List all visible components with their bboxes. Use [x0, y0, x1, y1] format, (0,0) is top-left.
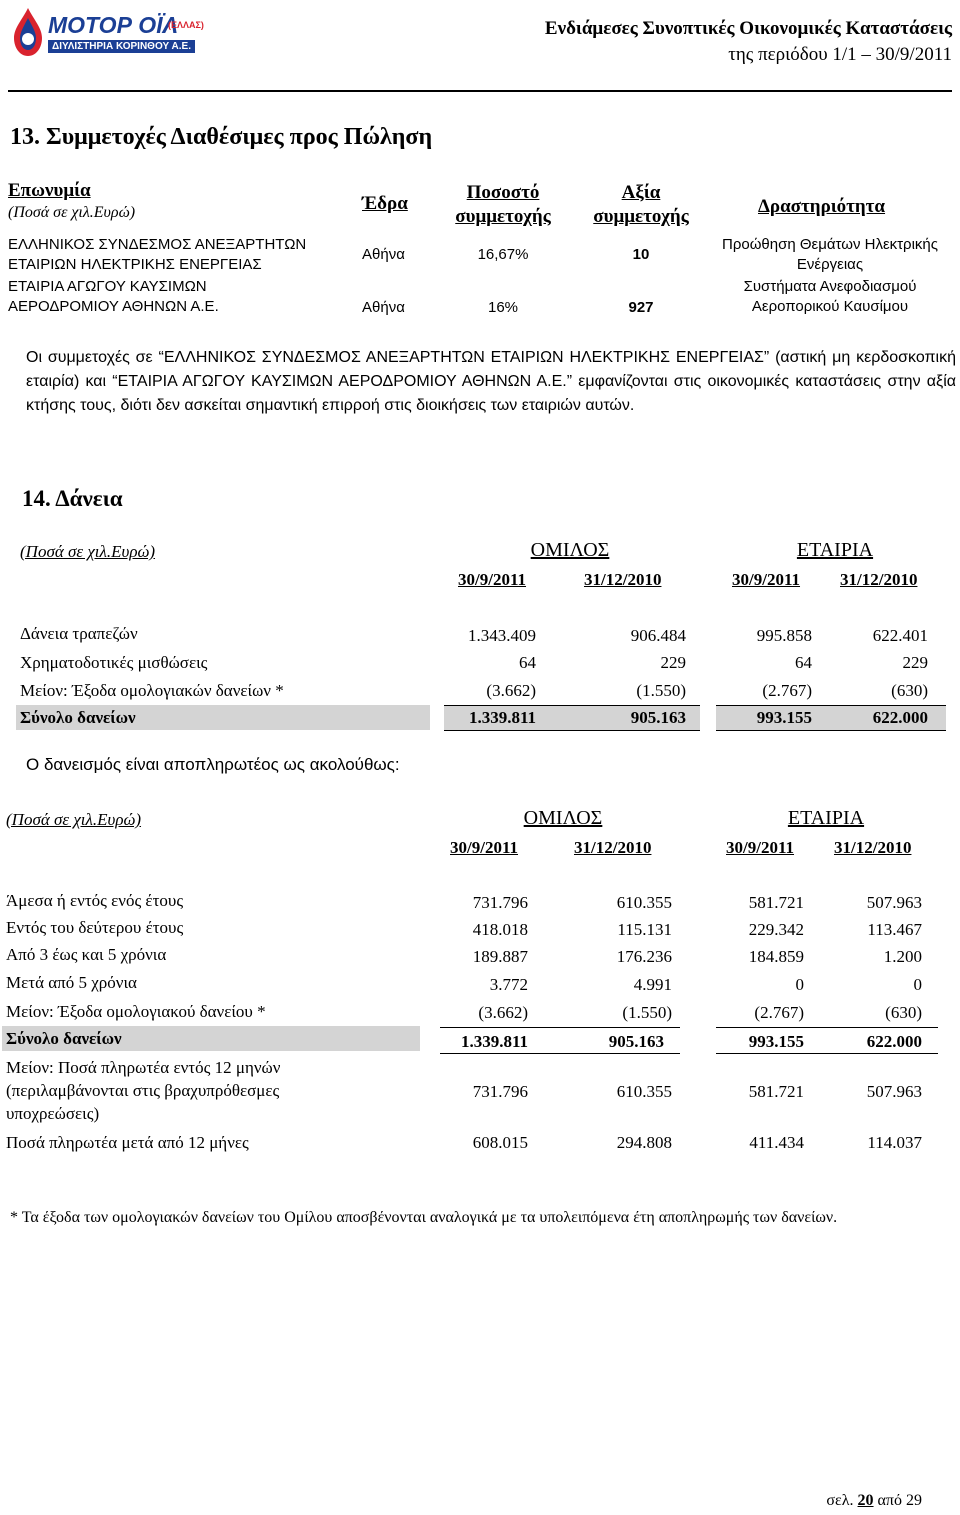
cell-value: 189.887 [472, 947, 528, 966]
company-pct: 16% [487, 299, 519, 316]
company-activity-line1: Συστήματα Ανεφοδιασμού [743, 278, 917, 295]
total-top-rule [716, 705, 946, 706]
cell-value: 622.401 [872, 626, 928, 645]
cell-value: 229 [902, 653, 928, 672]
company-activity-line1: Προώθηση Θεμάτων Ηλεκτρικής [721, 236, 938, 253]
cell-value: 995.858 [756, 626, 812, 645]
total-bottom-rule [716, 1053, 938, 1054]
header-subtitle: της περιόδου 1/1 – 30/9/2011 [728, 44, 952, 65]
section-13-paragraph: Οι συμμετοχές σε “ΕΛΛΗΝΙΚΟΣ ΣΥΝΔΕΣΜΟΣ ΑΝΕΞΑΡΤΗΤΩΝ ΕΤΑΙΡΙΩΝ ΗΛΕΚΤΡΙΚΗΣ ΕΝΕΡΓΕΙΑΣ” (αστική μη κερδοσκοπική εταιρία) και “ΕΤΑΙΡΙΑ ΑΓΩΓΟΥ ΚΑΥΣΙΜΩΝ ΑΕΡΟΔΡΟΜΙΟΥ ΑΘΗΝΩΝ Α.Ε.” εμφανίζονται στις οικονομικές καταστάσεις στην αξία κτήσης τους, διότι δεν ασκείται σημαντική επιρροή στις διοικήσεις των εταιριών αυτών. [26, 349, 956, 414]
page-total: 29 [906, 1492, 922, 1509]
table2-company-header: ΕΤΑΙΡΙΑ [787, 807, 865, 829]
table1-date-0: 30/9/2011 [458, 570, 527, 589]
cell-value: 905.163 [630, 708, 686, 727]
col-header-activity: Δραστηριότητα [758, 196, 886, 217]
table1-unit-label: (Ποσά σε χιλ.Ευρώ) [20, 542, 156, 561]
cell-value: 905.163 [608, 1032, 664, 1051]
row-label-line3: υποχρεώσεις) [6, 1104, 100, 1123]
cell-value: 1.339.811 [468, 708, 536, 727]
cell-value: 4.991 [633, 975, 672, 994]
row-label-line1: Μείον: Ποσά πληρωτέα εντός 12 μηνών [6, 1058, 281, 1077]
cell-value: (2.767) [762, 681, 812, 700]
company-name-line1: ΕΤΑΙΡΙΑ ΑΓΩΓΟΥ ΚΑΥΣΙΜΩΝ [8, 278, 207, 295]
company-seat: Αθήνα [362, 246, 405, 263]
cell-value: (630) [891, 681, 928, 700]
cell-value: (3.662) [486, 681, 536, 700]
table2-date-2: 30/9/2011 [726, 838, 795, 857]
total-top-rule [716, 1027, 938, 1028]
row-label-line2: (περιλαμβάνονται στις βραχυπρόθεσμες [6, 1081, 280, 1100]
table1-group-header: ΟΜΙΛΟΣ [530, 539, 610, 561]
cell-value: 1.200 [883, 947, 922, 966]
company-value: 10 [632, 246, 650, 263]
table1-date-2: 30/9/2011 [732, 570, 801, 589]
table2-date-3: 31/12/2010 [834, 838, 912, 857]
cell-value: 610.355 [616, 893, 672, 912]
total-bottom-rule [440, 1053, 680, 1054]
cell-value: 610.355 [616, 1082, 672, 1101]
cell-value: 622.000 [872, 708, 928, 727]
row-label: Δάνεια τραπεζών [20, 624, 138, 643]
cell-value: 229.342 [748, 920, 804, 939]
company-name-line2: ΕΤΑΙΡΙΩΝ ΗΛΕΚΤΡΙΚΗΣ ΕΝΕΡΓΕΙΑΣ [8, 256, 262, 273]
row-label: Μείον: Έξοδα ομολογιακού δανείου * [6, 1002, 266, 1021]
cell-value: 622.000 [866, 1032, 922, 1051]
page-current: 20 [857, 1492, 874, 1509]
row-label: Μετά από 5 χρόνια [6, 973, 137, 992]
cell-value: 581.721 [748, 893, 804, 912]
cell-value: 64 [519, 653, 536, 672]
table1-company-header: ΕΤΑΙΡΙΑ [796, 539, 874, 561]
cell-value: 0 [913, 975, 922, 994]
cell-value: 411.434 [749, 1133, 804, 1152]
cell-value: 507.963 [866, 893, 922, 912]
row-label: Άμεσα ή εντός ενός έτους [6, 891, 184, 910]
cell-value: 993.155 [756, 708, 812, 727]
company-name-line1: ΕΛΛΗΝΙΚΟΣ ΣΥΝΔΕΣΜΟΣ ΑΝΕΞΑΡΤΗΤΩΝ [8, 236, 307, 253]
header-divider [8, 90, 952, 92]
footnote: * Τα έξοδα των ομολογιακών δανείων του Ομίλου αποσβένονται αναλογικά με τα υπολειπόμενα έτη αποπληρωμής των δανείων. [10, 1209, 838, 1226]
col-header-seat: Έδρα [362, 193, 408, 214]
cell-value: 906.484 [630, 626, 686, 645]
cell-value: 1.339.811 [460, 1032, 528, 1051]
table1-date-3: 31/12/2010 [840, 570, 918, 589]
row-label: Από 3 έως και 5 χρόνια [6, 945, 167, 964]
company-activity-line2: Ενέργειας [796, 256, 864, 273]
col-header-value-2: συμμετοχής [593, 206, 689, 227]
cell-value: 1.343.409 [468, 626, 536, 645]
total-top-rule [444, 705, 700, 706]
cell-value: 581.721 [748, 1082, 804, 1101]
row-label: Μείον: Έξοδα ομολογιακών δανείων * [20, 681, 284, 700]
company-value: 927 [628, 299, 654, 316]
repayment-intro: Ο δανεισμός είναι αποπληρωτέος ως ακολούθως: [26, 755, 400, 774]
col-header-pct-1: Ποσοστό [466, 182, 540, 203]
row-label: Εντός του δεύτερου έτους [6, 918, 184, 937]
logo-text: ΜΟΤΟΡ ΟΪΛ [48, 12, 178, 38]
cell-value: 418.018 [472, 920, 528, 939]
col-header-value-1: Αξία [621, 182, 661, 203]
cell-value: 229 [660, 653, 686, 672]
col-header-unit: (Ποσά σε χιλ.Ευρώ) [8, 204, 136, 221]
table2-group-header: ΟΜΙΛΟΣ [523, 807, 603, 829]
table2-date-1: 31/12/2010 [574, 838, 652, 857]
total-bottom-rule [716, 730, 946, 731]
cell-value: 507.963 [866, 1082, 922, 1101]
cell-value: 115.131 [617, 920, 672, 939]
cell-value: 113.467 [867, 920, 922, 939]
logo-line2: ΔΙΥΛΙΣΤΗΡΙΑ ΚΟΡΙΝΘΟΥ Α.Ε. [48, 40, 195, 53]
cell-value: (1.550) [636, 681, 686, 700]
cell-value: 731.796 [472, 1082, 528, 1101]
row-label: Ποσά πληρωτέα μετά από 12 μήνες [6, 1133, 249, 1152]
page-number [826, 1492, 922, 1510]
table1-date-1: 31/12/2010 [584, 570, 662, 589]
cell-value: (630) [885, 1003, 922, 1022]
col-header-name: Επωνυμία [8, 180, 91, 201]
row-label: Χρηματοδοτικές μισθώσεις [20, 653, 208, 672]
cell-value: 64 [795, 653, 812, 672]
cell-value: 114.037 [867, 1133, 922, 1152]
logo-subtext: (ΕΛΛΑΣ) [168, 20, 204, 30]
section-13-heading: 13. Συμμετοχές Διαθέσιμες προς Πώληση [10, 124, 433, 150]
cell-value: 0 [795, 975, 804, 994]
col-header-pct-2: συμμετοχής [455, 206, 551, 227]
cell-value: 608.015 [472, 1133, 528, 1152]
page-prefix: σελ. [826, 1492, 854, 1509]
table2-unit-label: (Ποσά σε χιλ.Ευρώ) [6, 810, 142, 829]
cell-value: 993.155 [748, 1032, 804, 1051]
cell-value: 184.859 [748, 947, 804, 966]
company-pct: 16,67% [477, 246, 529, 263]
cell-value: (1.550) [622, 1003, 672, 1022]
company-name-line2: ΑΕΡΟΔΡΟΜΙΟΥ ΑΘΗΝΩΝ Α.Ε. [8, 298, 219, 315]
cell-value: 3.772 [489, 975, 528, 994]
section-14-heading: 14. Δάνεια [22, 486, 123, 511]
header-title: Ενδιάμεσες Συνοπτικές Οικονομικές Καταστάσεις [544, 18, 952, 39]
page-sep: από [877, 1492, 902, 1509]
cell-value: 731.796 [472, 893, 528, 912]
row-label: Σύνολο δανείων [20, 708, 136, 727]
table2-date-0: 30/9/2011 [450, 838, 519, 857]
total-top-rule [440, 1027, 680, 1028]
row-label: Σύνολο δανείων [6, 1029, 122, 1048]
total-bottom-rule [444, 730, 700, 731]
company-seat: Αθήνα [362, 299, 405, 316]
cell-value: 294.808 [616, 1133, 672, 1152]
company-activity-line2: Αεροπορικού Καυσίμου [751, 298, 909, 315]
company-logo [8, 6, 220, 58]
cell-value: 176.236 [616, 947, 672, 966]
cell-value: (3.662) [478, 1003, 528, 1022]
cell-value: (2.767) [754, 1003, 804, 1022]
